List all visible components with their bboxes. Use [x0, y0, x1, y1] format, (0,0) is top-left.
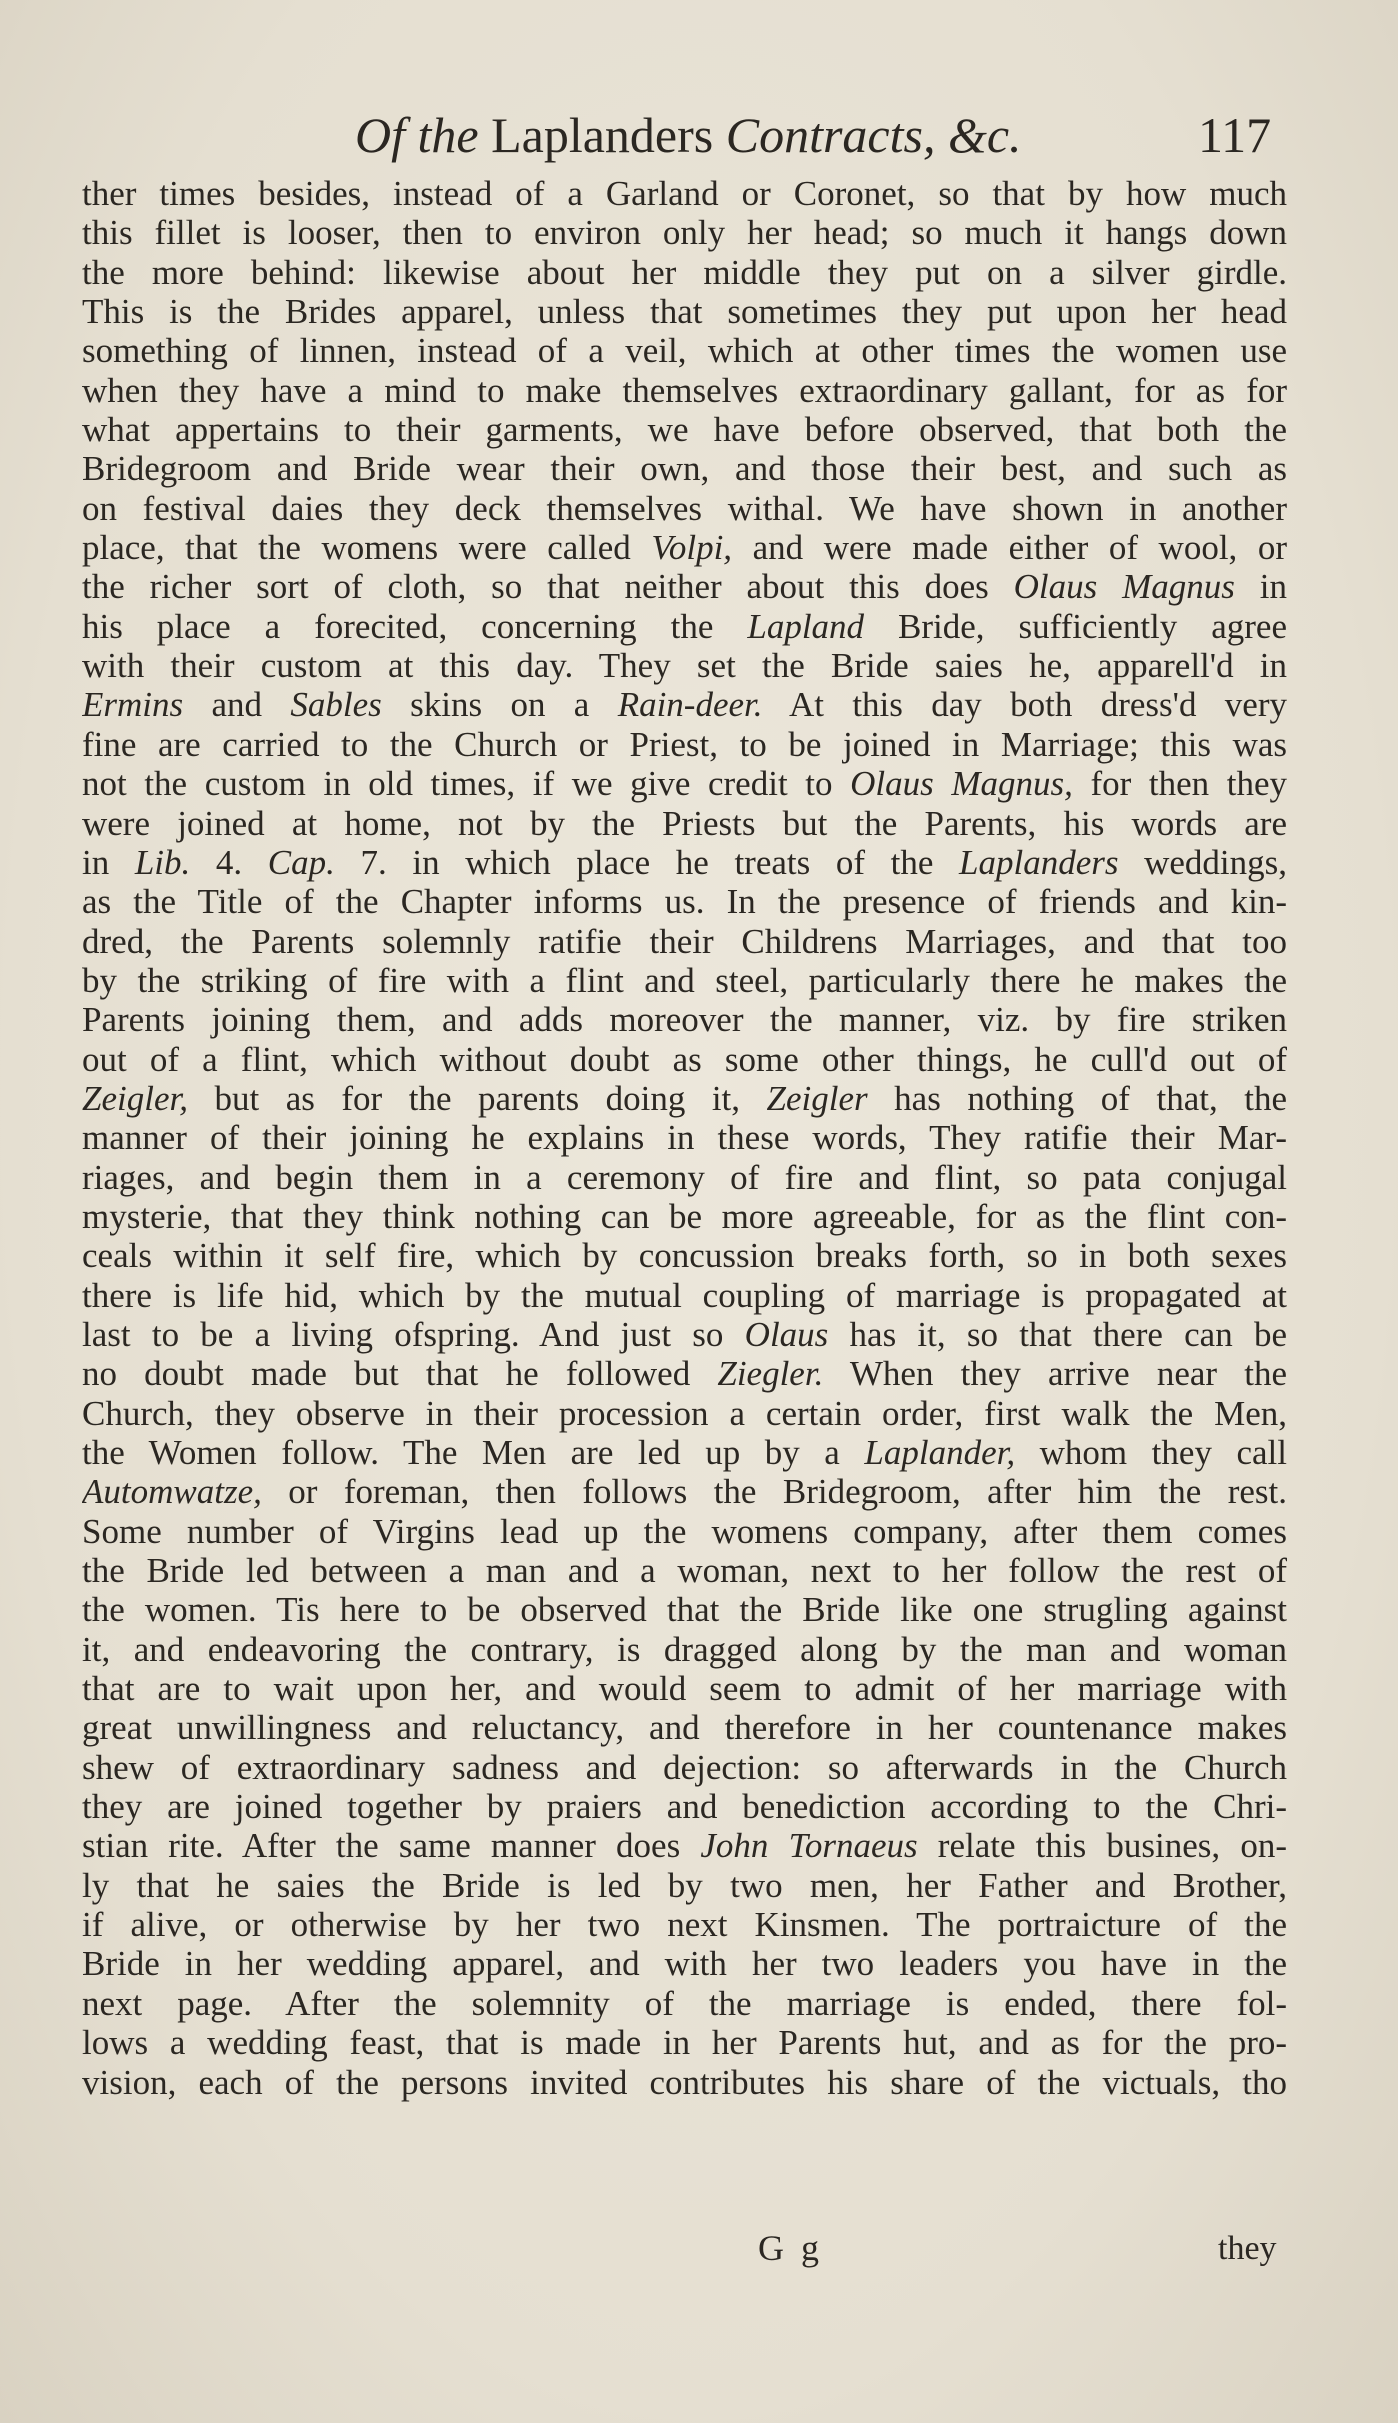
- text-line: [82, 1630, 1287, 1669]
- text-run: they are joined together by praiers and benediction according to the Chri-: [82, 1787, 1287, 1827]
- text-run: were joined at home, not by the Priests but the Parents, his words are: [82, 803, 1287, 843]
- italic-run: Lib.: [134, 842, 191, 882]
- italic-run: Volpi,: [651, 528, 733, 568]
- text-line: [82, 1000, 1287, 1039]
- text-run: with their custom at this day. They set the Bride saies he, apparell'd in: [82, 646, 1287, 686]
- italic-run: Sables: [290, 685, 382, 725]
- text-run: not the custom in old times, if we give credit to: [82, 764, 851, 804]
- text-run: out of a flint, which without doubt as some other things, he cull'd out of: [82, 1039, 1287, 1079]
- text-line: [82, 1944, 1287, 1983]
- text-line: [82, 489, 1287, 528]
- text-line: [82, 253, 1287, 292]
- text-run: dred, the Parents solemnly ratifie their Childrens Marriages, and that too: [82, 921, 1287, 961]
- text-line: [82, 449, 1287, 488]
- running-title-of-the: Of the: [355, 107, 479, 163]
- text-line: [82, 1551, 1287, 1590]
- text-run: there is life hid, which by the mutual coupling of marriage is propagated at: [82, 1275, 1287, 1315]
- text-line: [82, 1040, 1287, 1079]
- text-run: for then they: [1072, 764, 1287, 804]
- italic-run: Lapland: [747, 606, 865, 646]
- text-line: [82, 371, 1287, 410]
- text-run: At this day both dress'd very: [762, 685, 1287, 725]
- text-line: [82, 646, 1287, 685]
- italic-run: Olaus Magnus,: [850, 764, 1073, 804]
- text-run: shew of extraordinary sadness and dejection: so afterwards in the Church: [82, 1747, 1287, 1787]
- text-line: [82, 410, 1287, 449]
- text-run: in: [1234, 567, 1287, 607]
- running-title-etc: &c.: [947, 107, 1022, 163]
- text-line: [82, 1984, 1287, 2023]
- text-run: Some number of Virgins lead up the womens company, after them comes: [82, 1511, 1287, 1551]
- text-line: [82, 1669, 1287, 1708]
- text-run: what appertains to their garments, we have before observed, that both the: [82, 410, 1287, 450]
- text-line: [82, 1394, 1287, 1433]
- italic-run: Olaus: [744, 1314, 829, 1354]
- text-run: place, that the womens were called: [82, 528, 652, 568]
- text-line: [82, 1315, 1287, 1354]
- text-line: [82, 922, 1287, 961]
- text-run: riages, and begin them in a ceremony of fire and flint, so pata conjugal: [82, 1157, 1287, 1197]
- text-line: [82, 1826, 1287, 1865]
- text-run: that are to wait upon her, and would seem to admit of her marriage with: [82, 1669, 1287, 1709]
- text-line: [82, 1118, 1287, 1157]
- text-line: [82, 1590, 1287, 1629]
- italic-run: Automwatze,: [82, 1472, 262, 1512]
- text-line: [82, 1236, 1287, 1275]
- text-run: ly that he saies the Bride is led by two men, her Father and Brother,: [82, 1865, 1287, 1905]
- text-run: mysterie, that they think nothing can be more agreeable, for as the flint con-: [82, 1196, 1287, 1236]
- text-line: [82, 1512, 1287, 1551]
- text-line: [82, 567, 1287, 606]
- running-title-contracts: Contracts,: [725, 107, 936, 163]
- text-run: the richer sort of cloth, so that neither about this does: [82, 567, 1014, 607]
- text-run: ther times besides, instead of a Garland or Coronet, so that by how much: [82, 174, 1287, 213]
- text-line: [82, 1787, 1287, 1826]
- text-run: if alive, or otherwise by her two next Kinsmen. The portraicture of the: [82, 1905, 1287, 1945]
- text-run: Church, they observe in their procession a certain order, first walk the Men,: [82, 1393, 1287, 1433]
- text-run: Bridegroom and Bride wear their own, and those their best, and such as: [82, 449, 1287, 489]
- text-run: ceals within it self fire, which by concussion breaks forth, so in both sexes: [82, 1236, 1287, 1276]
- text-run: something of linnen, instead of a veil, which at other times the women use: [82, 331, 1287, 371]
- body-text: [82, 174, 1287, 2102]
- text-run: Bride, sufficiently agree: [864, 606, 1287, 646]
- text-line: [82, 1197, 1287, 1236]
- signature-mark: G g: [758, 2228, 823, 2268]
- text-line: [82, 1708, 1287, 1747]
- text-run: great unwillingness and reluctancy, and therefore in her countenance makes: [82, 1708, 1287, 1748]
- italic-run: Ziegler.: [717, 1354, 824, 1394]
- text-run: weddings,: [1118, 842, 1287, 882]
- text-run: when they have a mind to make themselves extraordinary gallant, for as for: [82, 370, 1287, 410]
- text-run: and: [183, 685, 291, 725]
- text-run: the Women follow. The Men are led up by a: [82, 1433, 865, 1472]
- text-line: [82, 331, 1287, 370]
- italic-run: Laplanders: [959, 842, 1119, 882]
- text-run: stian rite. After the same manner does: [82, 1826, 701, 1866]
- text-run: This is the Brides apparel, unless that sometimes they put upon her head: [82, 292, 1287, 332]
- text-line: [82, 607, 1287, 646]
- text-line: [82, 1433, 1287, 1472]
- text-run: and were made either of wool, or: [732, 528, 1287, 568]
- text-run: as the Title of the Chapter informs us. In the presence of friends and kin-: [82, 882, 1287, 922]
- text-line: [82, 1079, 1287, 1118]
- text-line: [82, 292, 1287, 331]
- text-run: in: [82, 842, 135, 882]
- page-footer: [0, 2226, 1398, 2271]
- text-run: but as for the parents doing it,: [187, 1078, 767, 1118]
- text-line: [82, 2063, 1287, 2102]
- italic-run: Olaus Magnus: [1013, 567, 1235, 607]
- text-line: [82, 1276, 1287, 1315]
- text-run: When they arrive near the: [823, 1354, 1287, 1394]
- text-line: [82, 174, 1287, 213]
- text-run: this fillet is looser, then to environ only her head; so much it hangs down: [82, 213, 1287, 253]
- text-run: has it, so that there can be: [828, 1314, 1287, 1354]
- text-run: next page. After the solemnity of the marriage is ended, there fol-: [82, 1983, 1287, 2023]
- text-run: last to be a living ofspring. And just so: [82, 1314, 745, 1354]
- text-run: manner of their joining he explains in these words, They ratifie their Mar-: [82, 1118, 1287, 1158]
- text-line: [82, 213, 1287, 252]
- text-line: [82, 685, 1287, 724]
- text-run: no doubt made but that he followed: [82, 1354, 718, 1394]
- text-line: [82, 725, 1287, 764]
- text-run: his place a forecited, concerning the: [82, 606, 748, 646]
- text-line: [82, 528, 1287, 567]
- text-line: [82, 764, 1287, 803]
- running-title: [355, 100, 1022, 170]
- text-line: [82, 804, 1287, 843]
- running-title-laplanders: Laplanders: [491, 107, 714, 163]
- text-line: [82, 2023, 1287, 2062]
- text-run: Parents joining them, and adds moreover the manner, viz. by fire striken: [82, 1000, 1287, 1040]
- text-line: [82, 843, 1287, 882]
- text-run: whom they call: [1015, 1433, 1287, 1472]
- text-run: 4.: [190, 842, 268, 882]
- italic-run: Zeigler: [766, 1078, 868, 1118]
- text-line: [82, 882, 1287, 921]
- text-run: lows a wedding feast, that is made in her Parents hut, and as for the pro-: [82, 2023, 1287, 2063]
- italic-run: Zeigler,: [82, 1078, 188, 1118]
- text-run: skins on a: [381, 685, 618, 725]
- text-line: [82, 1748, 1287, 1787]
- text-run: by the striking of fire with a flint and steel, particularly there he makes the: [82, 960, 1287, 1000]
- text-line: [82, 1354, 1287, 1393]
- text-run: has nothing of that, the: [867, 1078, 1287, 1118]
- italic-run: Cap.: [267, 842, 335, 882]
- page-number: 117: [1198, 107, 1272, 163]
- text-run: on festival daies they deck themselves withal. We have shown in another: [82, 488, 1287, 528]
- running-header: [0, 100, 1398, 170]
- text-run: it, and endeavoring the contrary, is dragged along by the man and woman: [82, 1629, 1287, 1669]
- italic-run: Ermins: [82, 685, 184, 725]
- text-run: the women. Tis here to be observed that the Bride like one strugling against: [82, 1590, 1287, 1630]
- text-run: the more behind: likewise about her middle they put on a silver girdle.: [82, 252, 1287, 292]
- text-line: [82, 1158, 1287, 1197]
- text-run: the Bride led between a man and a woman, next to her follow the rest of: [82, 1551, 1287, 1591]
- italic-run: Laplander,: [864, 1433, 1016, 1472]
- text-run: vision, each of the persons invited contributes his share of the victuals, tho: [82, 2062, 1287, 2102]
- italic-run: Rain-deer.: [617, 685, 763, 725]
- text-run: or foreman, then follows the Bridegroom, after him the rest.: [261, 1472, 1287, 1512]
- text-line: [82, 1905, 1287, 1944]
- text-line: [82, 1866, 1287, 1905]
- text-run: Bride in her wedding apparel, and with her two leaders you have in the: [82, 1944, 1287, 1984]
- text-line: [82, 1472, 1287, 1511]
- catchword: they: [1218, 2230, 1277, 2267]
- text-run: fine are carried to the Church or Priest, to be joined in Marriage; this was: [82, 724, 1287, 764]
- text-run: 7. in which place he treats of the: [334, 842, 959, 882]
- text-run: relate this busines, on-: [917, 1826, 1287, 1866]
- italic-run: John Tornaeus: [700, 1826, 918, 1866]
- text-line: [82, 961, 1287, 1000]
